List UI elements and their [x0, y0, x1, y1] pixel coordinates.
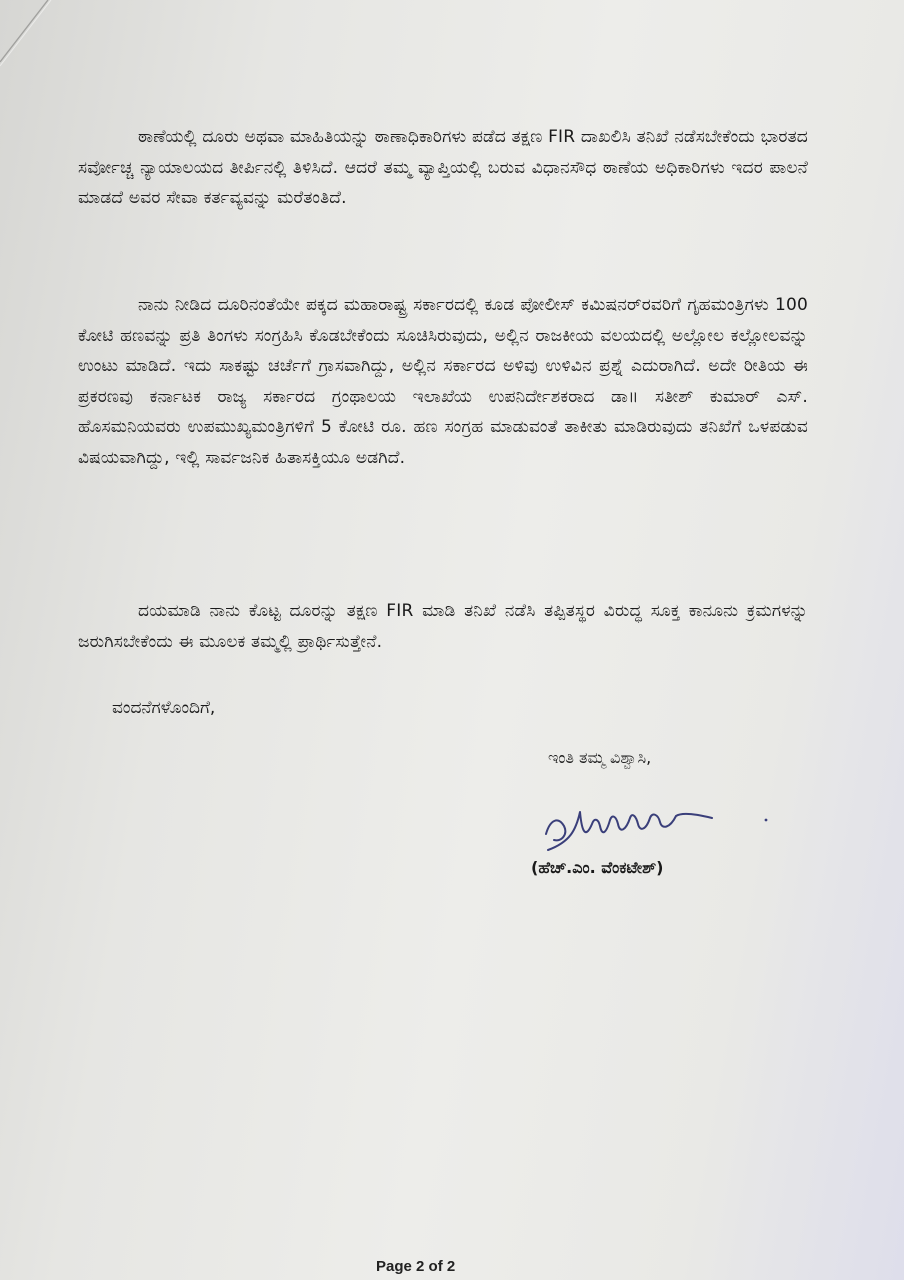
paragraph-maharashtra-comparison: ನಾನು ನೀಡಿದ ದೂರಿನಂತೆಯೇ ಪಕ್ಕದ ಮಹಾರಾಷ್ಟ್ರ ಸರ್ಕಾರದಲ್ಲಿ ಕೂಡ ಪೋಲೀಸ್ ಕಮಿಷನರ್‌ರವರಿಗೆ ಗೃಹಮಂತ್ರಿಗಳು 100 ಕೋಟಿ ಹಣವನ್ನು ಪ್ರತಿ ತಿಂಗಳು ಸಂಗ್ರಹಿಸಿ ಕೊಡಬೇಕೆಂದು ಸೂಚಿಸಿರುವುದು, ಅಲ್ಲಿನ ರಾಜಕೀಯ ವಲಯದಲ್ಲಿ ಅಲ್ಲೋಲ ಕಲ್ಲೋಲವನ್ನು ಉಂಟು ಮಾಡಿದೆ. ಇದು ಸಾಕಷ್ಟು ಚರ್ಚೆಗೆ ಗ್ರಾಸವಾಗಿದ್ದು, ಅಲ್ಲಿನ ಸರ್ಕಾರದ ಅಳಿವು ಉಳಿವಿನ ಪ್ರಶ್ನೆ ಎದುರಾಗಿದೆ. ಅದೇ ರೀತಿಯ ಈ ಪ್ರಕರಣವು ಕರ್ನಾಟಕ ರಾಜ್ಯ ಸರ್ಕಾರದ ಗ್ರಂಥಾಲಯ ಇಲಾಖೆಯ ಉಪನಿರ್ದೇಶಕರಾದ ಡಾ॥ ಸತೀಶ್ ಕುಮಾರ್ ಎಸ್. ಹೊಸಮನಿಯವರು ಉಪಮುಖ್ಯಮಂತ್ರಿಗಳಿಗೆ 5 ಕೋಟಿ ರೂ. ಹಣ ಸಂಗ್ರಹ ಮಾಡುವಂತೆ ತಾಕೀತು ಮಾಡಿರುವುದು ತನಿಖೆಗೆ ಒಳಪಡುವ ವಿಷಯವಾಗಿದ್ದು, ಇಲ್ಲಿ ಸಾರ್ವಜನಿಕ ಹಿತಾಸಕ್ತಿಯೂ ಅಡಗಿದೆ. [78, 295, 808, 468]
handwritten-signature [536, 790, 776, 862]
paragraph-supreme-court-ruling: ಠಾಣೆಯಲ್ಲಿ ದೂರು ಅಥವಾ ಮಾಹಿತಿಯನ್ನು ಠಾಣಾಧಿಕಾರಿಗಳು ಪಡೆದ ತಕ್ಷಣ FIR ದಾಖಲಿಸಿ ತನಿಖೆ ನಡೆಸಬೇಕೆಂದು ಭಾರತದ ಸರ್ವೋಚ್ಚ ನ್ಯಾಯಾಲಯದ ತೀರ್ಪಿನಲ್ಲಿ ತಿಳಿಸಿದೆ. ಆದರೆ ತಮ್ಮ ವ್ಯಾಪ್ತಿಯಲ್ಲಿ ಬರುವ ವಿಧಾನಸೌಧ ಠಾಣೆಯ ಅಧಿಕಾರಿಗಳು ಇದರ ಪಾಲನೆ ಮಾಡದೆ ಅವರ ಸೇವಾ ಕರ್ತವ್ಯವನ್ನು ಮರೆತಂತಿದೆ. [78, 127, 808, 208]
paragraph-request: ದಯಮಾಡಿ ನಾನು ಕೊಟ್ಟ ದೂರನ್ನು ತಕ್ಷಣ FIR ಮಾಡಿ ತನಿಖೆ ನಡೆಸಿ ತಪ್ಪಿತಸ್ಥರ ವಿರುದ್ಧ ಸೂಕ್ತ ಕಾನೂನು ಕ್ರಮಗಳನ್ನು ಜರುಗಿಸಬೇಕೆಂದು ಈ ಮೂಲಕ ತಮ್ಮಲ್ಲಿ ಪ್ರಾರ್ಥಿಸುತ್ತೇನೆ. [78, 601, 808, 652]
closing-greeting: ವಂದನೆಗಳೊಂದಿಗೆ, [112, 698, 216, 718]
yours-faithfully: ಇಂತಿ ತಮ್ಮ ವಿಶ್ವಾಸಿ, [548, 748, 652, 767]
page-number: Page 2 of 2 [376, 1258, 456, 1275]
signer-name: (ಹೆಚ್.ಎಂ. ವೆಂಕಟೇಶ್) [531, 858, 664, 877]
